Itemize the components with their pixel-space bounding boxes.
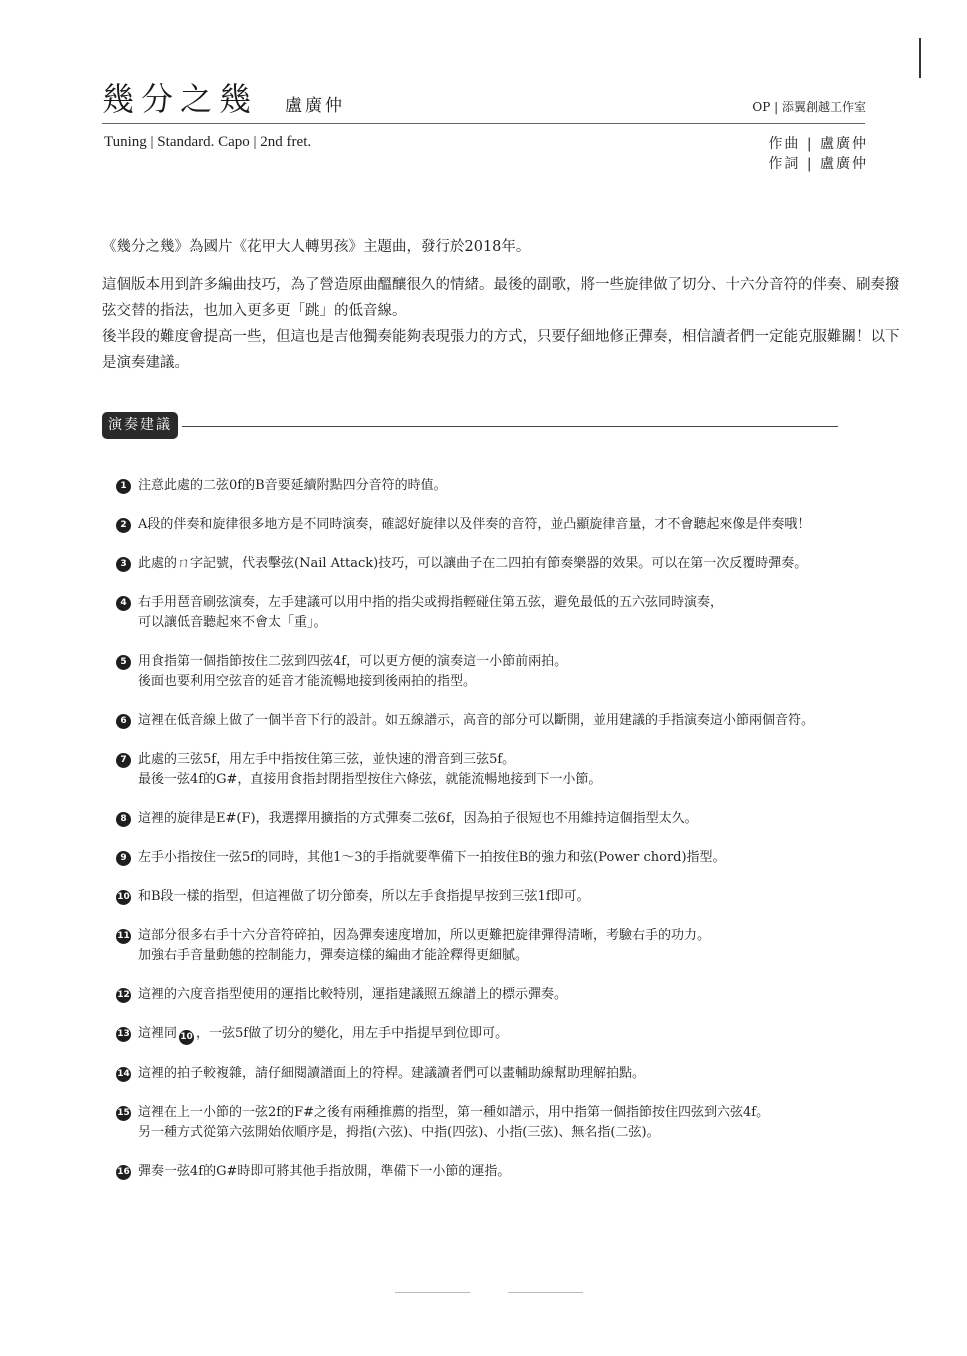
tip-item — [116, 515, 916, 535]
tip-item — [116, 1024, 916, 1045]
section-divider — [182, 426, 838, 427]
tip-reference-badge: 10 — [179, 1030, 194, 1045]
tip-number-badge: 3 — [116, 557, 131, 572]
artist-name: 盧廣仲 — [285, 96, 345, 116]
tip-text: 另一種方式從第六弦開始依順序是，拇指(六弦)、中指(四弦)、小指(三弦)、無名指(二弦)。 — [138, 1125, 660, 1140]
tip-text: 右手用琶音刷弦演奏，左手建議可以用中指的指尖或拇指輕碰住第五弦，避免最低的五六弦同時演奏， — [138, 595, 724, 610]
tip-number-badge: 6 — [116, 714, 131, 729]
tip-text: 彈奏一弦4f的G#時即可將其他手指放開，準備下一小節的運指。 — [138, 1164, 511, 1179]
tip-number-badge: 7 — [116, 753, 131, 768]
tip-text-post: ，一弦5f做了切分的變化，用左手中指提早到位即可。 — [196, 1026, 509, 1041]
publisher-op: OP | 添翼創越工作室 — [752, 100, 866, 114]
tip-text: 注意此處的二弦0f的B音要延續附點四分音符的時值。 — [138, 478, 447, 493]
tip-text: 可以讓低音聽起來不會太「重」。 — [138, 615, 327, 630]
intro-paragraph: 《幾分之幾》為國片《花甲大人轉男孩》主題曲，發行於2018年。 — [102, 239, 531, 255]
tip-text: 最後一弦4f的G#，直接用食指封閉指型按住六條弦，就能流暢地接到下一小節。 — [138, 772, 602, 787]
tip-item — [116, 1162, 916, 1182]
tip-item — [116, 926, 916, 966]
tip-item — [116, 985, 916, 1005]
tip-text: 這裡的六度音指型使用的運指比較特別，運指建議照五線譜上的標示彈奏。 — [138, 987, 568, 1002]
tip-text: 用食指第一個指節按住二弦到四弦4f，可以更方便的演奏這一小節前兩拍。 — [138, 654, 568, 669]
tips-list — [116, 476, 916, 1201]
tip-number-badge: 5 — [116, 655, 131, 670]
tip-item — [116, 809, 916, 829]
tip-item — [116, 711, 916, 731]
tip-item — [116, 750, 916, 790]
tip-text: 這裡在低音線上做了一個半音下行的設計。如五線譜示，高音的部分可以斷開，並用建議的手指演奏這小節兩個音符。 — [138, 713, 815, 728]
footer-rule-right — [508, 1292, 583, 1293]
tip-number-badge: 2 — [116, 518, 131, 533]
tip-item — [116, 1064, 916, 1084]
intro-paragraph: 後半段的難度會提高一些，但這也是吉他獨奏能夠表現張力的方式，只要仔細地修正彈奏，相信讀者們一定能克服難關！以下是演奏建議。 — [102, 329, 900, 371]
tip-item — [116, 848, 916, 868]
credits — [768, 134, 868, 174]
tip-text: 左手小指按住一弦5f的同時，其他1～3的手指就要準備下一拍按住B的強力和弦(Power chord)指型。 — [138, 850, 726, 865]
intro-text — [102, 234, 902, 376]
footer-rule-left — [395, 1292, 470, 1293]
tip-item — [116, 476, 916, 496]
tip-number-badge: 15 — [116, 1106, 131, 1121]
tip-number-badge: 4 — [116, 596, 131, 611]
tip-item — [116, 554, 916, 574]
tip-text: A段的伴奏和旋律很多地方是不同時演奏，確認好旋律以及伴奏的音符，並凸顯旋律音量，才不會聽起來像是伴奏哦！ — [138, 517, 811, 532]
tip-number-badge: 14 — [116, 1067, 131, 1082]
tip-text: 此處的三弦5f，用左手中指按住第三弦，並快速的滑音到三弦5f。 — [138, 752, 516, 767]
page-edge-mark — [919, 38, 921, 78]
section-label: 演奏建議 — [102, 412, 178, 439]
tip-item — [116, 1103, 916, 1143]
tip-text: 這裡的拍子較複雜，請仔細閱讀譜面上的符桿。建議讀者們可以畫輔助線幫助理解拍點。 — [138, 1066, 646, 1081]
tip-text: 這部分很多右手十六分音符碎拍，因為彈奏速度增加，所以更難把旋律彈得清晰，考驗右手的功力。 — [138, 928, 711, 943]
tip-text: 這裡在上一小節的一弦2f的F#之後有兩種推薦的指型，第一種如譜示，用中指第一個指節按住四弦到六弦4f。 — [138, 1105, 770, 1120]
tip-number-badge: 9 — [116, 851, 131, 866]
tip-text: 這裡的旋律是E#(F)，我選擇用擴指的方式彈奏二弦6f，因為拍子很短也不用維持這個指型太久。 — [138, 811, 698, 826]
tip-number-badge: 16 — [116, 1165, 131, 1180]
tip-text: 加強右手音量動態的控制能力，彈奏這樣的編曲才能詮釋得更細膩。 — [138, 948, 529, 963]
tip-text: 此處的ㄇ字記號，代表擊弦(Nail Attack)技巧，可以讓曲子在二四拍有節奏樂器的效果。可以在第一次反覆時彈奏。 — [138, 556, 808, 571]
tip-text: 和B段一樣的指型，但這裡做了切分節奏，所以左手食指提早按到三弦1f即可。 — [138, 889, 590, 904]
tip-number-badge: 8 — [116, 812, 131, 827]
tip-text-pre: 這裡同 — [138, 1026, 178, 1041]
song-title: 幾分之幾 — [102, 80, 259, 118]
lyricist-credit: 作詞 | 盧廣仲 — [768, 156, 868, 172]
tip-item — [116, 887, 916, 907]
tip-number-badge: 13 — [116, 1027, 131, 1042]
tip-item — [116, 593, 916, 633]
tip-text: 後面也要利用空弦音的延音才能流暢地接到後兩拍的指型。 — [138, 674, 477, 689]
tip-number-badge: 12 — [116, 988, 131, 1003]
tip-number-badge: 10 — [116, 890, 131, 905]
tip-text — [138, 1024, 916, 1045]
tip-number-badge: 11 — [116, 929, 131, 944]
tip-number-badge: 1 — [116, 479, 131, 494]
composer-credit: 作曲 | 盧廣仲 — [768, 136, 868, 152]
section-header — [102, 412, 838, 440]
intro-paragraph: 這個版本用到許多編曲技巧，為了營造原曲醞釀很久的情緒。最後的副歌，將一些旋律做了切分、十六分音符的伴奏、刷奏撥弦交替的指法，也加入更多更「跳」的低音線。 — [102, 277, 900, 319]
tip-item — [116, 652, 916, 692]
tuning-info: Tuning | Standard. Capo | 2nd fret. — [104, 134, 312, 150]
title-divider — [102, 123, 865, 124]
